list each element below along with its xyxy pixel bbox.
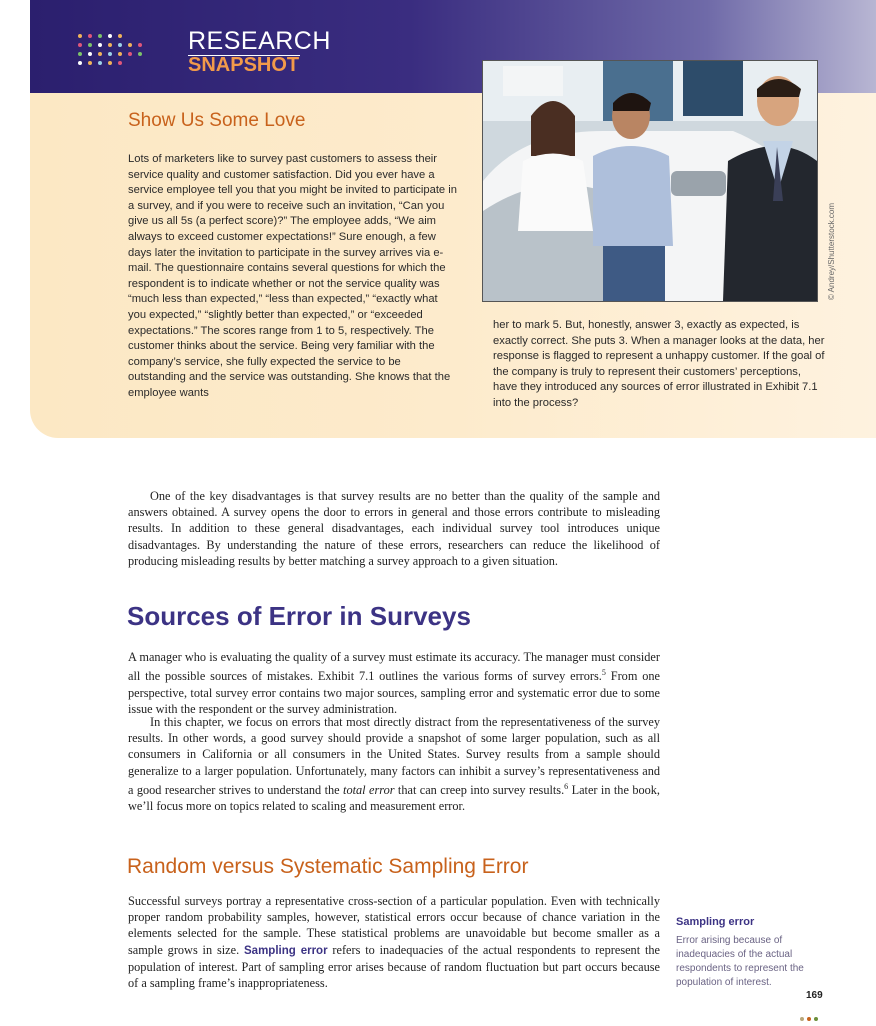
banner-title-snapshot: SNAPSHOT (188, 54, 300, 76)
section-heading: Sources of Error in Surveys (127, 601, 471, 631)
footnote-5: 5 (601, 668, 606, 678)
banner-dot (118, 61, 122, 65)
banner-dot (78, 34, 82, 38)
banner-dot (88, 34, 92, 38)
banner-dot (138, 43, 142, 47)
banner-dot (118, 34, 122, 38)
intro-paragraph: One of the key disadvantages is that survey results are no better than the quality of the sample and answers obtained. A survey opens the door to errors in general and those errors contribute to misleading results. In addition to these general disadvantages, each individual survey tool introduces unique disadvantages. By understanding the nature of these errors, researchers can reduce the likelihood of producing misleading results by better matching a survey approach to a given situation. (128, 489, 660, 568)
banner-title-research: RESEARCH (188, 27, 331, 55)
car-dealership-photo (482, 60, 818, 302)
banner-dot (108, 34, 112, 38)
banner-dot (138, 52, 142, 56)
section-p1-rest: From one perspective, total survey error contains two major sources, sampling error and systematic error due to some issue with the respondent or the survey administration. (128, 669, 660, 716)
banner-dot (128, 52, 132, 56)
snapshot-column-2: her to mark 5. But, honestly, answer 3, exactly as expected, is exactly correct. She puts 3. When a manager looks at the data, her response is flagged to represent a unhappy customer. If the goal of the company is truly to represent their customers’ perceptions, have they introduced any sources of error illustrated in Exhibit 7.1 into the process? (493, 319, 825, 409)
banner-dot (118, 43, 122, 47)
dot-grid-icon (78, 34, 158, 74)
banner-dot (108, 52, 112, 56)
banner-dot (98, 34, 102, 38)
section-paragraph-2 (128, 714, 660, 814)
banner-dot (88, 43, 92, 47)
banner-dot (108, 43, 112, 47)
footer-dots-icon (800, 1008, 821, 1026)
section-p2-start: In this chapter, we focus on errors that most directly distract from the representativeness of the survey results. In other words, a good survey should provide a snapshot of some larger population, such as all consumers in California or all consumers in the United States. Survey results from a sample should generalize to a larger population. Unfortunately, many factors can inhibit a survey’s representativeness and a good researcher strives to understand the (128, 715, 660, 797)
banner-dot (88, 61, 92, 65)
margin-glossary-term: Sampling error (676, 916, 755, 928)
section-paragraph-1 (128, 649, 660, 717)
banner-dot (78, 43, 82, 47)
subsection-heading: Random versus Systematic Sampling Error (127, 855, 529, 878)
subsection-paragraph (128, 893, 660, 991)
key-term-sampling-error: Sampling error (244, 944, 328, 957)
photo-illustration (483, 61, 817, 301)
page-number: 169 (806, 990, 823, 1001)
banner-dot (118, 52, 122, 56)
section-p2-mid: that can creep into survey results. (394, 782, 565, 797)
banner-dot (88, 52, 92, 56)
banner-dot (128, 43, 132, 47)
footnote-6: 6 (564, 781, 569, 791)
banner-dot (78, 61, 82, 65)
banner-dot (98, 61, 102, 65)
section-p2-end: Later in the book, we’ll focus more on topics related to scaling and measurement error. (128, 782, 660, 814)
margin-glossary-definition: Error arising because of inadequacies of the actual respondents to represent the population of interest. (676, 935, 804, 988)
banner-dot (98, 52, 102, 56)
snapshot-title: Show Us Some Love (128, 110, 306, 131)
total-error-italic: total error (343, 782, 395, 797)
section-p1-text: A manager who is evaluating the quality of a survey must estimate its accuracy. The manager must consider all the possible sources of mistakes. Exhibit 7.1 outlines the various forms of survey errors. (128, 650, 660, 684)
banner-dot (108, 61, 112, 65)
subsection-p-end: refers to inadequacies of the actual respondents to represent the population of interest. Part of sampling error arises because of random fluctuation but part occurs because of a sampling frame’s inappropriateness. (128, 942, 660, 991)
banner-dot (78, 52, 82, 56)
banner-dot (98, 43, 102, 47)
photo-credit: © Andrey/Shutterstock.com (827, 202, 836, 300)
subsection-p-start: Successful surveys portray a representative cross-section of a particular population. Even with technically proper random probability samples, however, statistical errors occur because of chance variation in the elements selected for the sample. These statistical problems are unavoidable but become smaller as a sample grows in size. (128, 894, 660, 957)
snapshot-column-1: Lots of marketers like to survey past customers to assess their service quality and customer satisfaction. Did you ever have a service employee tell you that you might be invited to participate in a survey, and if you were to receive such an invitation, “Can you give us all 5s (a perfect score)?” The employee adds, “We aim always to exceed customer expectations!” Sure enough, a few days later the invitation to participate in the survey arrives via e-mail. The questionnaire contains several questions for which the respondent is to indicate whether or not the service quality was “much less than expected,” “less than expected,” “exactly what you expected,” “slightly better than expected,” or “exceeded expectations.” The scores range from 1 to 5, respectively. The customer thinks about the service. Being very familiar with the company’s service, she fully expected the service to be outstanding and the service was outstanding. She knows that the employee wants (128, 153, 457, 399)
